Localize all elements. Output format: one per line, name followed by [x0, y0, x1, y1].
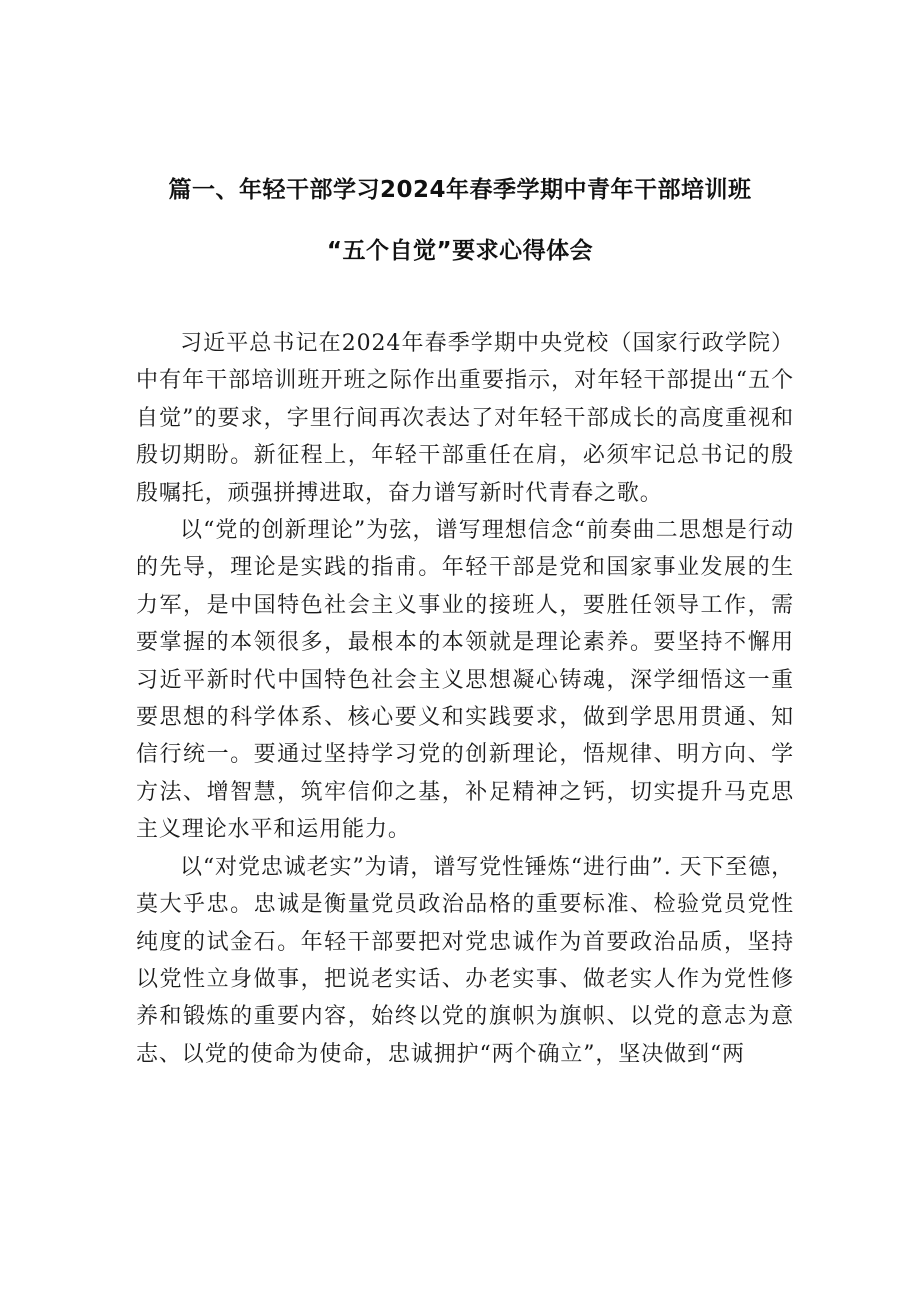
- document-title-line-2: “五个自觉”要求心得体会: [326, 238, 594, 264]
- paragraph-intro: 习近平总书记在2024年春季学期中央党校（国家行政学院）中有年干部培训班开班之际作出重要指示，对年轻干部提出“五个自觉”的要求，字里行间再次表达了对年轻干部成长的高度重视和殷切期盼。新征程上，年轻干部重任在肩，必须牢记总书记的殷殷嘱托，顽强拼搏进取，奋力谱写新时代青春之歌。: [136, 331, 794, 506]
- document-body: [136, 325, 794, 1073]
- paragraph-loyalty: 以“对党忠诚老实”为请，谱写党性锤炼“进行曲”. 天下至德，莫大乎忠。忠诚是衡量党员政治品格的重要标准、检验党员党性纯度的试金石。年轻干部要把对党忠诚作为首要政治品质，坚持以党性立身做事，把说老实话、办老实事、做老实人作为党性修养和锻炼的重要内容，始终以党的旗帜为旗帜、以党的意志为意志、以党的使命为使命，忠诚拥护“两个确立”，坚决做到“两: [136, 854, 794, 1067]
- document-title-line-1: 篇一、年轻干部学习2024年春季学期中青年干部培训班: [168, 177, 752, 203]
- paragraph-theory: 以“党的创新理论”为弦，谱写理想信念“前奏曲二思想是行动的先导，理论是实践的指甫。年轻干部是党和国家事业发展的生力军，是中国特色社会主义事业的接班人，要胜任领导工作，需要掌握的本领很多，最根本的本领就是理论素养。要坚持不懈用习近平新时代中国特色社会主义思想凝心铸魂，深学细悟这一重要思想的科学体系、核心要义和实践要求，做到学思用贯通、知信行统一。要通过坚持学习党的创新理论，悟规律、明方向、学方法、增智慧，筑牢信仰之基，补足精神之钙，切实提升马克思主义理论水平和运用能力。: [136, 518, 794, 843]
